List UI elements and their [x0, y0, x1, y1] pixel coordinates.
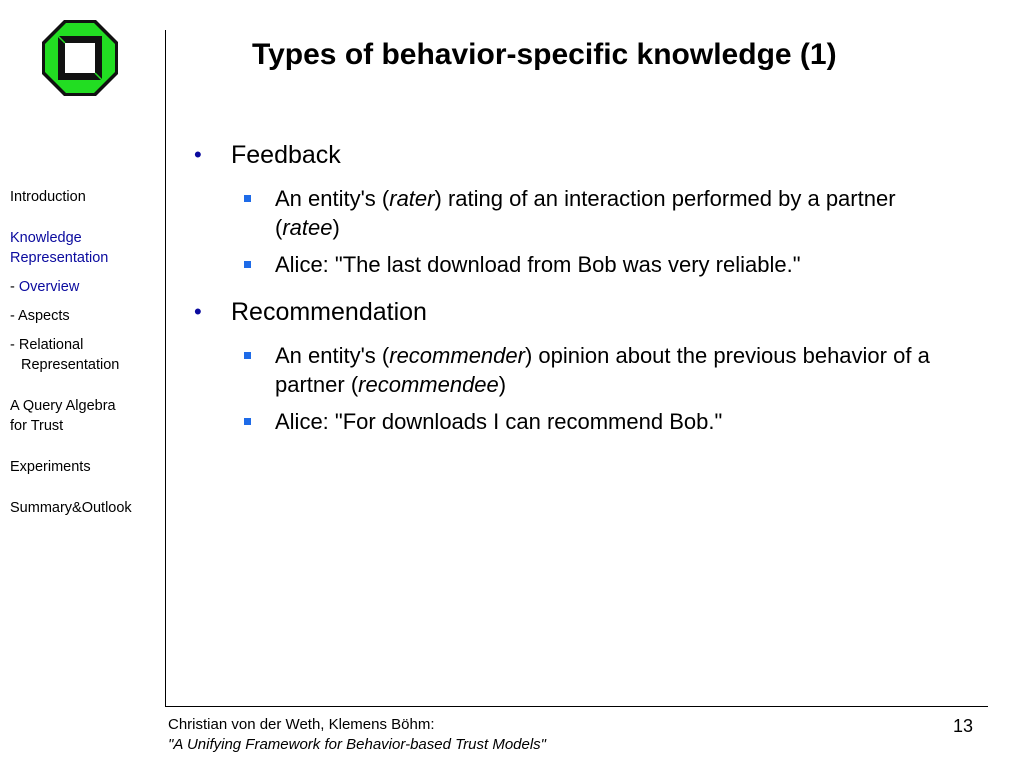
- sidebar-item-summary-outlook[interactable]: Summary&Outlook: [10, 500, 132, 516]
- sub-bullet-feedback-example: [190, 250, 950, 279]
- page-title: Types of behavior-specific knowledge (1): [252, 38, 837, 71]
- term-rater: rater: [389, 186, 435, 211]
- sidebar-dash: -: [10, 279, 19, 295]
- sidebar-item-knowledge-representation[interactable]: [10, 228, 160, 268]
- sidebar-item-relational-representation[interactable]: [10, 335, 160, 375]
- sidebar-item-overview[interactable]: [10, 277, 160, 297]
- square-bullet-icon: [244, 195, 251, 202]
- text-segment: An entity's (: [275, 343, 390, 368]
- sidebar-item-query-algebra[interactable]: [10, 396, 160, 436]
- sidebar-item-label: for Trust: [10, 418, 64, 434]
- square-bullet-icon: [244, 352, 251, 359]
- text-segment: ): [498, 372, 507, 397]
- sub-bullet-feedback-definition: [190, 184, 950, 242]
- footer-citation: [168, 715, 546, 755]
- slide-content: [190, 128, 950, 436]
- sidebar-item-experiments[interactable]: Experiments: [10, 459, 91, 475]
- example-text: Alice: "For downloads I can recommend Bob.": [275, 409, 723, 434]
- term-recommendee: recommendee: [358, 372, 499, 397]
- round-bullet-icon: •: [194, 142, 202, 167]
- example-text: Alice: "The last download from Bob was very reliable.": [275, 252, 801, 277]
- bullet-recommendation: [190, 291, 950, 333]
- text-segment: ): [332, 215, 340, 240]
- sidebar-item-label: A Query Algebra: [10, 398, 116, 414]
- university-logo-icon: [42, 20, 118, 96]
- footer-paper-title: "A Unifying Framework for Behavior-based Trust Models": [168, 736, 547, 753]
- term-recommender: recommender: [389, 343, 525, 368]
- page-number: 13: [953, 716, 974, 736]
- footer-authors: Christian von der Weth, Klemens Böhm:: [168, 716, 435, 733]
- sidebar-item-label: Representation: [21, 357, 120, 373]
- sidebar-item-label: Representation: [10, 250, 109, 266]
- sidebar-divider: [165, 30, 166, 706]
- square-bullet-icon: [244, 261, 251, 268]
- sidebar-item-label: Overview: [18, 279, 80, 295]
- term-ratee: ratee: [282, 215, 333, 240]
- footer-divider: [165, 706, 988, 707]
- sidebar-nav: [10, 187, 160, 539]
- square-bullet-icon: [244, 418, 251, 425]
- bullet-label: Recommendation: [231, 298, 427, 326]
- bullet-feedback: [190, 134, 950, 176]
- sidebar-item-introduction[interactable]: Introduction: [10, 189, 86, 205]
- bullet-label: Feedback: [231, 141, 341, 169]
- text-segment: ) rating of an interaction performed by a partner (: [275, 186, 896, 240]
- sub-bullet-recommendation-example: [190, 407, 950, 436]
- sidebar-item-label: - Relational: [10, 337, 84, 353]
- text-segment: An entity's (: [275, 186, 390, 211]
- sidebar-item-aspects[interactable]: - Aspects: [10, 308, 70, 324]
- sidebar-item-label: Knowledge: [10, 230, 82, 246]
- round-bullet-icon: •: [194, 299, 202, 324]
- text-segment: ) opinion about the previous behavior of a partner (: [275, 343, 930, 397]
- sub-bullet-recommendation-definition: [190, 341, 950, 399]
